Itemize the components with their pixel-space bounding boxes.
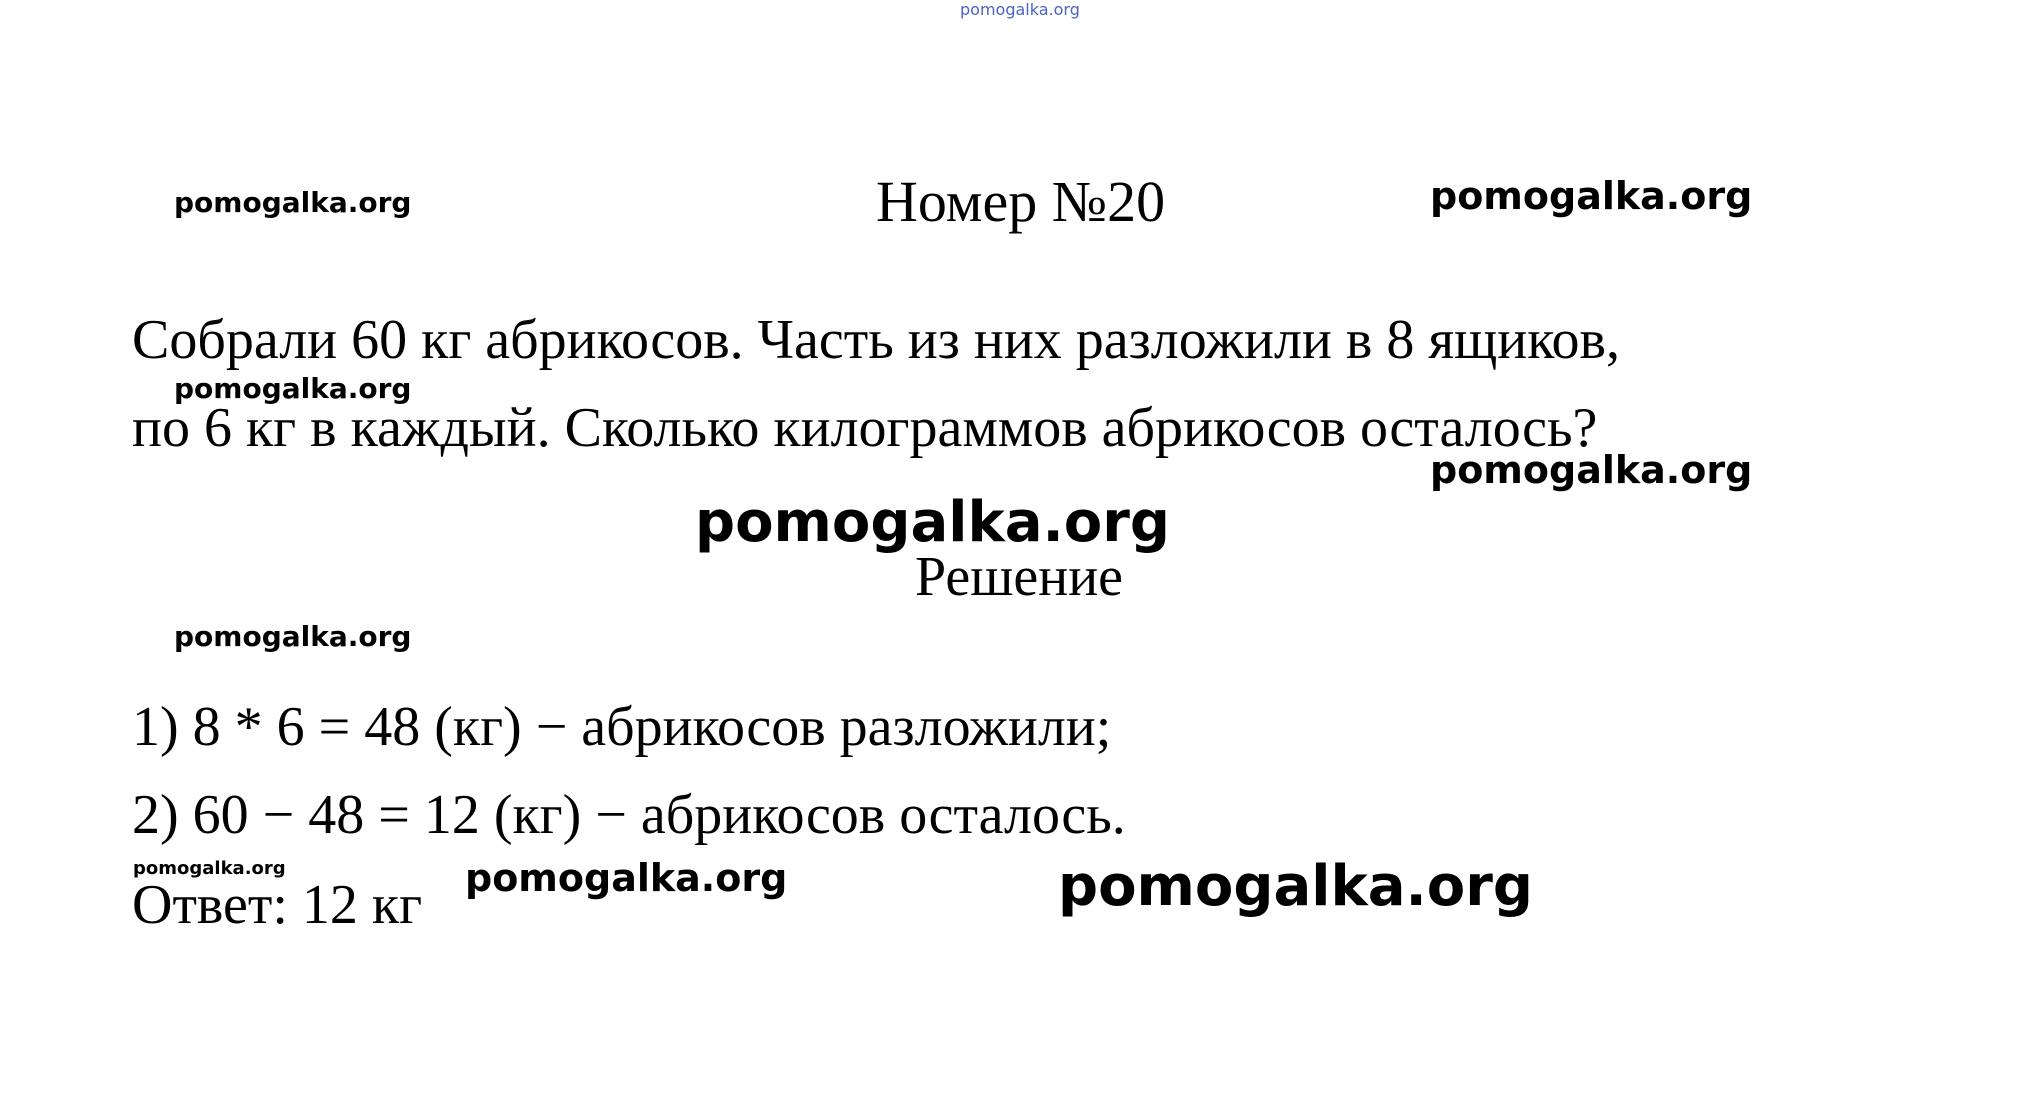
task-text-line-2: по 6 кг в каждый. Сколько килограммов абрикосов осталось? xyxy=(132,397,1598,459)
watermark: pomogalka.org xyxy=(174,186,412,219)
watermark-large: pomogalka.org xyxy=(1058,854,1533,919)
watermark-top[interactable]: pomogalka.org xyxy=(960,0,1080,19)
solution-heading: Решение xyxy=(915,546,1124,608)
watermark-small: pomogalka.org xyxy=(133,858,286,879)
watermark: pomogalka.org xyxy=(174,620,412,653)
watermark: pomogalka.org xyxy=(465,856,788,900)
answer-text: Ответ: 12 кг xyxy=(132,874,423,936)
watermark-large: pomogalka.org xyxy=(695,490,1170,555)
watermark: pomogalka.org xyxy=(1430,448,1753,492)
solution-step-2: 2) 60 − 48 = 12 (кг) − абрикосов осталось. xyxy=(132,784,1126,846)
watermark: pomogalka.org xyxy=(1430,174,1753,218)
page-title: Номер №20 xyxy=(876,169,1166,234)
solution-step-1: 1) 8 * 6 = 48 (кг) − абрикосов разложили; xyxy=(132,696,1112,758)
task-text-line-1: Собрали 60 кг абрикосов. Часть из них разложили в 8 ящиков, xyxy=(132,309,1620,371)
watermark: pomogalka.org xyxy=(174,372,412,405)
